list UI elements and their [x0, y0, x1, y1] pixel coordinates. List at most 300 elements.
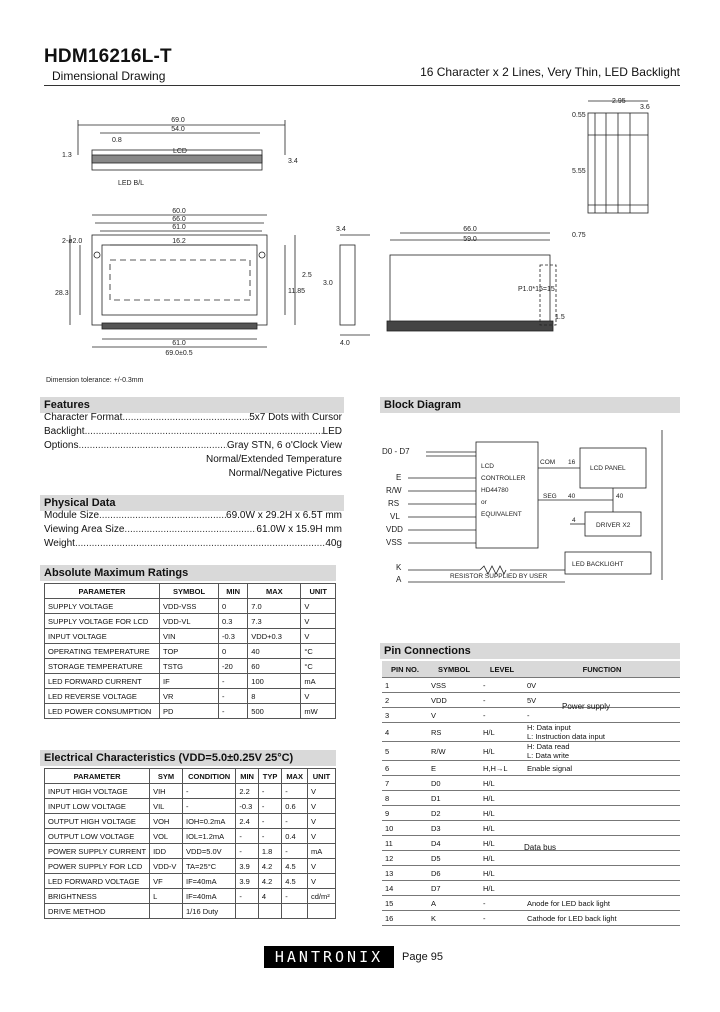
table-cell: 1.8 — [258, 844, 281, 859]
module-front-outline — [92, 235, 267, 325]
table-cell: H: Data input L: Instruction data input — [524, 723, 680, 742]
col-header: MAX — [248, 584, 301, 599]
controller-label: or — [481, 499, 487, 506]
dim-label: 2.95 — [612, 98, 626, 105]
col-header: MIN — [219, 584, 248, 599]
feature-value: Gray STN, 6 o'Clock View — [226, 440, 342, 451]
dim-label: 3.0 — [323, 280, 333, 287]
table-row — [382, 723, 680, 742]
col-header: FUNCTION — [524, 661, 680, 678]
table-row — [382, 881, 680, 896]
features-heading: Features — [40, 397, 344, 413]
feature-option: Normal/Negative Pictures — [228, 468, 342, 479]
table-cell — [524, 791, 680, 806]
page-title: HDM16216L-T — [44, 46, 172, 67]
table-cell: L — [150, 889, 183, 904]
table-row — [45, 814, 336, 829]
table-cell: 4.2 — [258, 874, 281, 889]
pin-table — [382, 661, 680, 926]
table-cell: 0.4 — [282, 829, 308, 844]
col-header: SYMBOL — [428, 661, 480, 678]
table-row — [382, 866, 680, 881]
block-diagram-heading: Block Diagram — [380, 397, 680, 413]
table-cell: D7 — [428, 881, 480, 896]
table-cell: 3.9 — [236, 859, 259, 874]
table-cell: mA — [308, 844, 336, 859]
table-cell: V — [301, 689, 336, 704]
table-cell: VDD-VSS — [160, 599, 219, 614]
table-cell: OUTPUT LOW VOLTAGE — [45, 829, 150, 844]
table-row — [45, 844, 336, 859]
table-cell: D3 — [428, 821, 480, 836]
table-cell: 4 — [382, 723, 428, 742]
table-cell: 3 — [382, 708, 428, 723]
table-cell: V — [301, 614, 336, 629]
table-cell: SUPPLY VOLTAGE — [45, 599, 160, 614]
col-header: PARAMETER — [45, 769, 150, 784]
table-cell: VSS — [428, 678, 480, 693]
table-cell: °C — [301, 659, 336, 674]
page-subtitle: Dimensional Drawing — [52, 69, 166, 83]
dim-label: 69.0 — [171, 117, 185, 124]
dim-label: 11.85 — [288, 288, 305, 295]
table-row — [45, 614, 336, 629]
table-cell: - — [183, 799, 236, 814]
table-cell: IOL=1.2mA — [183, 829, 236, 844]
table-cell: H/L — [480, 836, 524, 851]
table-cell: 10 — [382, 821, 428, 836]
table-cell: 2.4 — [236, 814, 259, 829]
dim-label: 2-ø2.0 — [62, 238, 83, 245]
col-header: PARAMETER — [45, 584, 160, 599]
dim-label: LED B/L — [118, 180, 145, 187]
table-cell: - — [480, 693, 524, 708]
table-cell: - — [219, 704, 248, 719]
signal-label: E — [396, 473, 402, 482]
feature-key: Backlight — [44, 426, 85, 437]
table-row — [45, 799, 336, 814]
col-header: MIN — [236, 769, 259, 784]
table-cell: LED FORWARD CURRENT — [45, 674, 160, 689]
dim-label: LCD — [172, 148, 188, 155]
table-row — [382, 708, 680, 723]
table-cell — [524, 881, 680, 896]
table-row — [382, 806, 680, 821]
table-cell: H/L — [480, 821, 524, 836]
table-cell: - — [282, 784, 308, 799]
table-cell: - — [480, 708, 524, 723]
table-cell: 8 — [248, 689, 301, 704]
table-cell — [524, 806, 680, 821]
table-cell: 100 — [248, 674, 301, 689]
dim-label: 61.0 — [172, 340, 186, 347]
table-cell: 13 — [382, 866, 428, 881]
table-cell: 5V — [524, 693, 680, 708]
table-row — [45, 829, 336, 844]
table-cell: H/L — [480, 776, 524, 791]
dim-label: 3.6 — [640, 104, 650, 111]
table-row — [382, 791, 680, 806]
table-cell: PD — [160, 704, 219, 719]
table-cell: V — [301, 629, 336, 644]
table-cell: 2.2 — [236, 784, 259, 799]
table-cell: K — [428, 911, 480, 926]
controller-label: CONTROLLER — [481, 475, 526, 482]
controller-box — [476, 442, 538, 548]
controller-label: EQUIVALENT — [481, 511, 522, 518]
table-cell: -0.3 — [219, 629, 248, 644]
table-cell: - — [480, 911, 524, 926]
table-row — [45, 874, 336, 889]
dim-label: 61.0 — [172, 224, 186, 231]
table-cell: H/L — [480, 806, 524, 821]
diagram-label: 16 — [568, 459, 576, 466]
table-cell: - — [480, 678, 524, 693]
dim-label: 66.0 — [463, 226, 477, 233]
dim-label: 3.4 — [336, 226, 346, 233]
table-row — [382, 911, 680, 926]
table-cell: H,H→L — [480, 761, 524, 776]
table-row — [382, 693, 680, 708]
signal-label: VSS — [386, 538, 403, 547]
controller-label: LCD — [481, 463, 495, 470]
table-cell: D2 — [428, 806, 480, 821]
table-row — [45, 689, 336, 704]
table-cell: POWER SUPPLY FOR LCD — [45, 859, 150, 874]
diagram-label: RESISTOR SUPPLIED BY USER — [450, 573, 548, 580]
table-cell: STORAGE TEMPERATURE — [45, 659, 160, 674]
col-header: LEVEL — [480, 661, 524, 678]
table-row — [45, 784, 336, 799]
electrical-table — [44, 768, 336, 919]
table-cell: INPUT LOW VOLTAGE — [45, 799, 150, 814]
table-cell — [258, 904, 281, 919]
feature-key: Options — [44, 440, 79, 451]
table-cell: - — [219, 689, 248, 704]
table-cell: - — [524, 708, 680, 723]
abs-max-heading: Absolute Maximum Ratings — [40, 565, 336, 581]
table-cell: 0V — [524, 678, 680, 693]
table-cell: - — [282, 844, 308, 859]
dim-label: 4.0 — [340, 340, 350, 347]
table-cell: mW — [301, 704, 336, 719]
table-cell: VIH — [150, 784, 183, 799]
controller-label: HD44780 — [481, 487, 509, 494]
table-cell: 14 — [382, 881, 428, 896]
table-cell: - — [219, 674, 248, 689]
dim-label: 0.55 — [572, 112, 586, 119]
table-cell: V — [308, 829, 336, 844]
table-cell: 0.6 — [282, 799, 308, 814]
table-cell: V — [308, 874, 336, 889]
header-divider — [44, 85, 680, 86]
table-cell — [282, 904, 308, 919]
table-row — [382, 851, 680, 866]
table-cell: - — [236, 844, 259, 859]
col-header: SYM — [150, 769, 183, 784]
table-cell — [524, 866, 680, 881]
table-cell: 8 — [382, 791, 428, 806]
feature-value: 5x7 Dots with Cursor — [249, 412, 342, 423]
diagram-label: 40 — [616, 493, 624, 500]
table-cell: LED POWER CONSUMPTION — [45, 704, 160, 719]
table-cell: 4.5 — [282, 874, 308, 889]
dim-label: P1.0*15=15 — [518, 286, 555, 293]
table-cell: V — [308, 799, 336, 814]
table-cell: 500 — [248, 704, 301, 719]
feature-row — [44, 425, 342, 439]
table-cell: 9 — [382, 806, 428, 821]
physical-row — [44, 523, 342, 537]
signal-label: R/W — [386, 486, 402, 495]
table-cell: cd/m² — [308, 889, 336, 904]
table-cell: 7.0 — [248, 599, 301, 614]
table-cell — [524, 776, 680, 791]
table-cell: TA=25°C — [183, 859, 236, 874]
diagram-label: DRIVER X2 — [596, 522, 631, 529]
physical-value: 40g — [325, 538, 342, 549]
page-number: Page 95 — [402, 951, 443, 963]
dim-label: 16.2 — [172, 238, 186, 245]
physical-list — [44, 509, 342, 551]
signal-label: VL — [390, 512, 400, 521]
block-diagram — [380, 420, 680, 590]
table-cell: VR — [160, 689, 219, 704]
table-cell: H: Data read L: Data write — [524, 742, 680, 761]
col-header: MAX — [282, 769, 308, 784]
table-cell: Cathode for LED back light — [524, 911, 680, 926]
dim-label: 69.0±0.5 — [165, 350, 193, 357]
table-cell: IOH=0.2mA — [183, 814, 236, 829]
table-cell: LED REVERSE VOLTAGE — [45, 689, 160, 704]
table-row — [45, 599, 336, 614]
table-row — [45, 889, 336, 904]
table-cell: °C — [301, 644, 336, 659]
table-row — [382, 742, 680, 761]
table-cell: RS — [428, 723, 480, 742]
table-cell: 16 — [382, 911, 428, 926]
table-cell: VIN — [160, 629, 219, 644]
table-cell: 1 — [382, 678, 428, 693]
table-cell: INPUT HIGH VOLTAGE — [45, 784, 150, 799]
dim-label: 1.3 — [62, 152, 72, 159]
table-row — [45, 659, 336, 674]
table-cell: IF=40mA — [183, 874, 236, 889]
diagram-label: 4 — [572, 517, 576, 524]
dimensional-drawing — [40, 95, 680, 390]
table-cell: - — [258, 784, 281, 799]
physical-row — [44, 537, 342, 551]
table-cell: H/L — [480, 866, 524, 881]
table-row — [382, 776, 680, 791]
table-cell: 40 — [248, 644, 301, 659]
table-cell: VDD — [428, 693, 480, 708]
table-cell — [308, 904, 336, 919]
table-cell: - — [282, 889, 308, 904]
table-cell: 5 — [382, 742, 428, 761]
pcb-strip — [92, 155, 262, 163]
table-cell: V — [301, 599, 336, 614]
physical-key: Weight — [44, 538, 75, 549]
feature-row — [44, 439, 342, 453]
table-cell: R/W — [428, 742, 480, 761]
table-cell: VOH — [150, 814, 183, 829]
dim-label: 66.0 — [172, 216, 186, 223]
diagram-label: COM — [540, 459, 556, 466]
table-cell: VDD-V — [150, 859, 183, 874]
table-cell: -0.3 — [236, 799, 259, 814]
table-cell: INPUT VOLTAGE — [45, 629, 160, 644]
table-cell: 1/16 Duty — [183, 904, 236, 919]
table-cell: H/L — [480, 851, 524, 866]
table-cell: 0.3 — [219, 614, 248, 629]
table-cell: 4.5 — [282, 859, 308, 874]
table-cell: 60 — [248, 659, 301, 674]
table-cell: 15 — [382, 896, 428, 911]
dim-label: 2.5 — [302, 272, 312, 279]
table-cell: LED FORWARD VOLTAGE — [45, 874, 150, 889]
table-cell: 2 — [382, 693, 428, 708]
signal-label: VDD — [386, 525, 403, 534]
signal-label: A — [396, 575, 402, 584]
feature-option: Normal/Extended Temperature — [206, 454, 342, 465]
table-cell: D1 — [428, 791, 480, 806]
dim-label: 1.5 — [555, 314, 565, 321]
col-header: PIN NO. — [382, 661, 428, 678]
electrical-heading: Electrical Characteristics (VDD=5.0±0.25V 25°C) — [40, 750, 336, 766]
table-cell: 4 — [258, 889, 281, 904]
table-cell: D0 — [428, 776, 480, 791]
table-cell: IF — [160, 674, 219, 689]
table-cell: - — [183, 784, 236, 799]
physical-key: Viewing Area Size — [44, 524, 125, 535]
table-cell: D6 — [428, 866, 480, 881]
table-cell: TSTG — [160, 659, 219, 674]
physical-value: 61.0W x 15.9H mm — [256, 524, 342, 535]
table-cell: D5 — [428, 851, 480, 866]
table-row — [45, 704, 336, 719]
dim-label: 59.0 — [463, 236, 477, 243]
physical-key: Module Size — [44, 510, 100, 521]
table-row — [45, 674, 336, 689]
physical-row — [44, 509, 342, 523]
table-row — [382, 678, 680, 693]
table-cell: D4 — [428, 836, 480, 851]
col-header: CONDITION — [183, 769, 236, 784]
dim-label: 3.4 — [288, 158, 298, 165]
table-cell: V — [428, 708, 480, 723]
signal-label: D0 - D7 — [382, 447, 410, 456]
physical-value: 69.0W x 29.2H x 6.5T mm — [226, 510, 342, 521]
table-cell: 0 — [219, 644, 248, 659]
table-cell: - — [258, 814, 281, 829]
table-cell: - — [480, 896, 524, 911]
table-cell — [524, 851, 680, 866]
table-cell: VDD=5.0V — [183, 844, 236, 859]
table-cell: H/L — [480, 791, 524, 806]
signal-label: K — [396, 563, 402, 572]
table-cell: Enable signal — [524, 761, 680, 776]
table-row — [382, 761, 680, 776]
table-cell: - — [236, 829, 259, 844]
abs-max-table — [44, 583, 336, 719]
table-cell: SUPPLY VOLTAGE FOR LCD — [45, 614, 160, 629]
table-row — [45, 629, 336, 644]
table-cell: VIL — [150, 799, 183, 814]
table-cell: H/L — [480, 881, 524, 896]
table-cell: 6 — [382, 761, 428, 776]
table-cell: A — [428, 896, 480, 911]
table-cell — [236, 904, 259, 919]
table-cell: - — [258, 829, 281, 844]
table-cell: H/L — [480, 742, 524, 761]
diagram-label: SEG — [543, 493, 557, 500]
table-cell: DRIVE METHOD — [45, 904, 150, 919]
col-header: UNIT — [301, 584, 336, 599]
table-row — [45, 859, 336, 874]
dim-label: 60.0 — [172, 208, 186, 215]
dim-label: 0.8 — [112, 137, 122, 144]
table-cell: V — [308, 784, 336, 799]
table-row — [382, 896, 680, 911]
table-cell: BRIGHTNESS — [45, 889, 150, 904]
table-cell: 12 — [382, 851, 428, 866]
table-row — [45, 904, 336, 919]
table-cell: VOL — [150, 829, 183, 844]
table-cell: VDD-VL — [160, 614, 219, 629]
table-cell: 7.3 — [248, 614, 301, 629]
table-cell — [150, 904, 183, 919]
table-cell: IDD — [150, 844, 183, 859]
col-header: TYP — [258, 769, 281, 784]
table-cell: E — [428, 761, 480, 776]
features-list — [44, 411, 342, 481]
feature-value: LED — [322, 426, 342, 437]
table-cell: IF=40mA — [183, 889, 236, 904]
table-cell: - — [258, 799, 281, 814]
table-cell: POWER SUPPLY CURRENT — [45, 844, 150, 859]
pin-connections-heading: Pin Connections — [380, 643, 680, 659]
dim-label: 5.55 — [572, 168, 586, 175]
table-cell: VF — [150, 874, 183, 889]
col-header: SYMBOL — [160, 584, 219, 599]
dim-label: 0.75 — [572, 232, 586, 239]
data-bus-note: Data bus — [524, 843, 557, 852]
physical-heading: Physical Data — [40, 495, 344, 511]
diagram-label: LCD PANEL — [590, 465, 626, 472]
table-cell: VDD+0.3 — [248, 629, 301, 644]
table-cell: H/L — [480, 723, 524, 742]
table-cell: OUTPUT HIGH VOLTAGE — [45, 814, 150, 829]
table-cell: 11 — [382, 836, 428, 851]
col-header: UNIT — [308, 769, 336, 784]
dim-label: 54.0 — [171, 126, 185, 133]
table-row — [45, 644, 336, 659]
feature-key: Character Format — [44, 412, 123, 423]
table-cell: V — [308, 814, 336, 829]
feature-row — [44, 411, 342, 425]
table-cell: 4.2 — [258, 859, 281, 874]
tolerance-note: Dimension tolerance: +/-0.3mm — [46, 377, 144, 384]
table-cell — [524, 821, 680, 836]
table-cell: 7 — [382, 776, 428, 791]
table-cell: -20 — [219, 659, 248, 674]
power-supply-note: Power supply — [562, 702, 611, 711]
table-row — [382, 821, 680, 836]
product-description: 16 Character x 2 Lines, Very Thin, LED Backlight — [420, 65, 680, 79]
dim-label: 28.3 — [55, 290, 69, 297]
table-cell: Anode for LED back light — [524, 896, 680, 911]
